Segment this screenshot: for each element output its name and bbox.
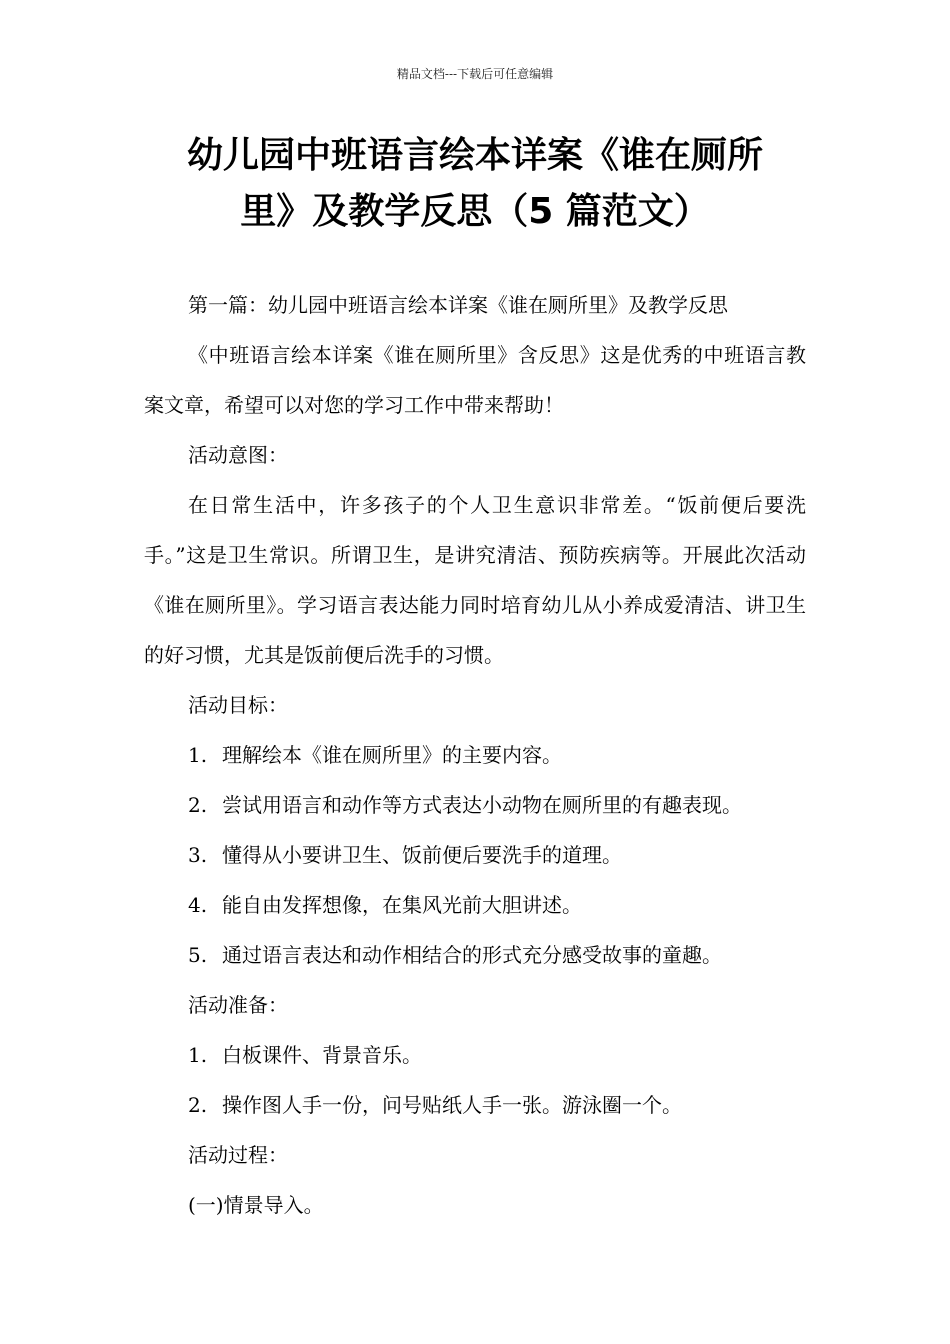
intro-paragraph: 《中班语言绘本详案《谁在厕所里》含反思》这是优秀的中班语言教案文章，希望可以对您的学习工作中带来帮助！	[144, 343, 806, 417]
section-heading-first: 第一篇：幼儿园中班语言绘本详案《谁在厕所里》及教学反思	[188, 293, 728, 317]
list-item: 1. 理解绘本《谁在厕所里》的主要内容。	[188, 743, 562, 767]
process-heading: 活动过程：	[188, 1143, 288, 1167]
list-item: 4. 能自由发挥想像，在集风光前大胆讲述。	[188, 893, 582, 917]
list-item: 1. 白板课件、背景音乐。	[188, 1043, 422, 1067]
document-title	[150, 128, 800, 240]
intent-paragraph: 在日常生活中，许多孩子的个人卫生意识非常差。“饭前便后要洗手。”这是卫生常识。所谓卫生，是讲究清洁、预防疾病等。开展此次活动《谁在厕所里》。学习语言表达能力同时培育幼儿从小养成爱清洁、讲卫生的好习惯，尤其是饭前便后洗手的习惯。	[144, 493, 806, 667]
header-note: 精品文档---下载后可任意编辑	[396, 67, 554, 81]
goals-heading: 活动目标：	[188, 693, 288, 717]
list-item: 5. 通过语言表达和动作相结合的形式充分感受故事的童趣。	[188, 943, 722, 967]
list-item: 2. 操作图人手一份，问号贴纸人手一张。游泳圈一个。	[188, 1093, 682, 1117]
process-step-1: (一)情景导入。	[188, 1193, 324, 1217]
goals-list	[144, 730, 806, 980]
preparation-list	[144, 1030, 806, 1130]
intent-heading: 活动意图：	[188, 443, 288, 467]
list-item: 2. 尝试用语言和动作等方式表达小动物在厕所里的有趣表现。	[188, 793, 742, 817]
title-line-2: 里》及教学反思（5 篇范文）	[240, 191, 710, 232]
document-body	[144, 280, 806, 1230]
list-item: 3. 懂得从小要讲卫生、饭前便后要洗手的道理。	[188, 843, 622, 867]
preparation-heading: 活动准备：	[188, 993, 288, 1017]
title-line-1: 幼儿园中班语言绘本详案《谁在厕所	[186, 135, 763, 176]
